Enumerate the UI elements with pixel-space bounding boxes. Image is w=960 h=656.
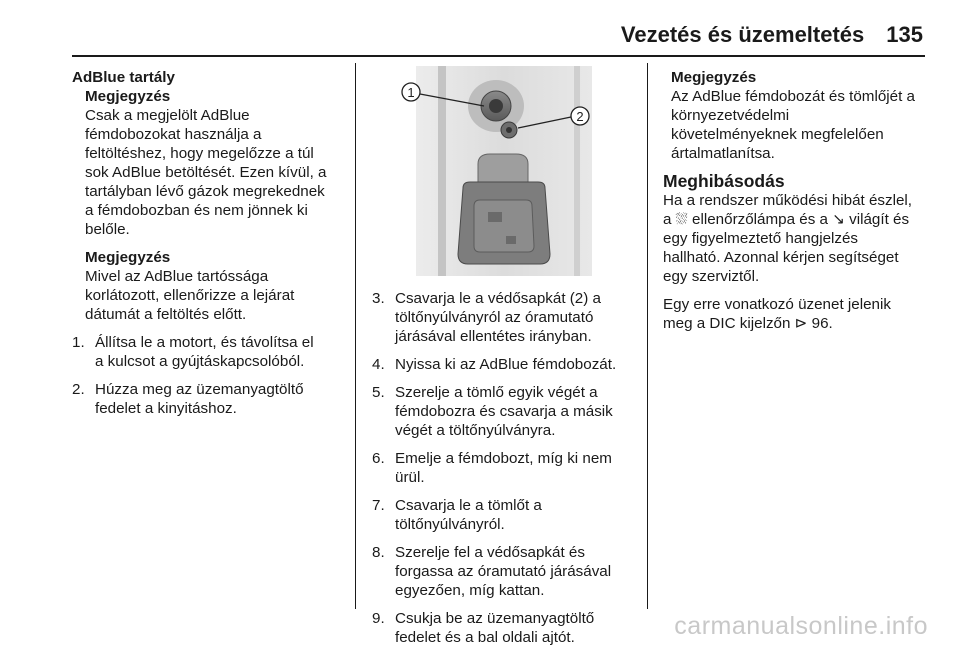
section-title: AdBlue tartály [72,69,175,86]
watermark: carmanualsonline.info [674,612,928,640]
step-number: 9. [372,610,385,627]
note-line: Az AdBlue fémdobozát és tömlőjét a [671,88,915,105]
step-number: 2. [72,381,85,398]
step-line: Csukja be az üzemanyagtöltő [395,610,595,627]
step-4 [372,355,640,374]
note-box-1 [85,87,347,239]
note-title: Megjegyzés [85,249,171,266]
callout-1-label: 1 [407,85,415,100]
step-3 [372,289,640,346]
step-number: 6. [372,450,385,467]
note-line: környezetvédelmi [671,107,790,124]
note-line: ártalmatlanítsa. [671,145,775,162]
step-line: Szerelje a tömlő egyik végét a [395,384,598,401]
note-line: korlátozott, ellenőrizze a lejárat [85,287,295,304]
step-line: Húzza meg az üzemanyagtöltő [95,381,304,398]
step-6 [372,449,640,487]
left-content [72,87,347,418]
note-title: Megjegyzés [85,88,171,105]
para-line: hallható. Azonnal kérjen segítséget [663,249,899,266]
section-heading: Meghibásodás [663,171,785,191]
step-number: 1. [72,334,85,351]
step-line: töltőnyúlványról. [395,516,505,533]
column-divider-left [355,63,356,609]
step-line: a kulcsot a gyújtáskapcsolóból. [95,353,305,370]
step-line: Csavarja le a védősapkát (2) a [395,290,601,307]
para-line: a ⛆ ellenőrzőlámpa és a ↘ világít és [663,211,910,228]
step-2 [72,380,347,418]
para-line: Ha a rendszer működési hibát észlel, [663,192,913,209]
step-line: fedelet a kinyitáshoz. [95,400,237,417]
step-7 [372,496,640,534]
note-box-3 [663,68,933,163]
right-column [663,68,933,342]
header-divider [72,55,925,57]
flap-hinge [478,154,528,186]
step-line: végét a töltőnyúlványra. [395,422,556,439]
note-title: Megjegyzés [671,69,757,86]
step-line: fémdobozra és csavarja a másik [395,403,613,420]
step-line: egyezően, míg kattan. [395,582,545,599]
step-number: 7. [372,497,385,514]
page-header [0,22,923,52]
paragraph-1 [663,191,933,286]
step-line: Nyissa ki az AdBlue fémdobozát. [395,356,617,373]
para-line: meg a DIC kijelzőn ⊳ 96. [663,315,833,332]
note-line: fémdobozokat használja a [85,126,262,143]
step-line: Állítsa le a motort, és távolítsa el [95,334,314,351]
middle-column [372,289,640,656]
page-number: 135 [886,22,923,47]
step-line: Szerelje fel a védősapkát és [395,544,585,561]
step-number: 3. [372,290,385,307]
page-title: Vezetés és üzemeltetés [620,22,865,47]
note-line: feltöltéshez, hogy megelőzze a túl [85,145,314,162]
step-number: 4. [372,356,385,373]
note-box-2 [85,248,347,324]
step-1 [72,333,347,371]
note-line: Mivel az AdBlue tartóssága [85,268,269,285]
para-line: egy szerviztől. [663,268,760,285]
step-line: ürül. [395,469,425,486]
filler-drawing [378,66,630,276]
note-line: sok AdBlue betöltését. Ezen kívül, a [85,164,327,181]
note-line: tartályban lévő gázok megrekednek [85,183,325,200]
note-line: követelményeknek megfelelően [671,126,884,143]
step-line: járásával ellentétes irányban. [395,328,592,345]
step-number: 5. [372,384,385,401]
paragraph-2 [663,295,933,333]
step-8 [372,543,640,600]
column-divider-right [647,63,648,609]
note-line: dátumát a feltöltés előtt. [85,306,247,323]
step-5 [372,383,640,440]
note-line: belőle. [85,221,130,238]
para-line: egy figyelmeztető hangjelzés [663,230,859,247]
note-line: Csak a megjelölt AdBlue [85,107,250,124]
note-line: a fémdobozban és nem jönnek ki [85,202,308,219]
step-line: Emelje a fémdobozt, míg ki nem [395,450,612,467]
step-line: Csavarja le a tömlőt a [395,497,542,514]
step-line: töltőnyúlványról az óramutató [395,309,594,326]
adblue-filler-illustration [378,66,630,276]
left-column [72,68,347,427]
step-number: 8. [372,544,385,561]
step-line: forgassa az óramutató járásával [395,563,612,580]
callout-2-label: 2 [576,109,584,124]
step-line: fedelet és a bal oldali ajtót. [395,629,575,646]
para-line: Egy erre vonatkozó üzenet jelenik [663,296,891,313]
